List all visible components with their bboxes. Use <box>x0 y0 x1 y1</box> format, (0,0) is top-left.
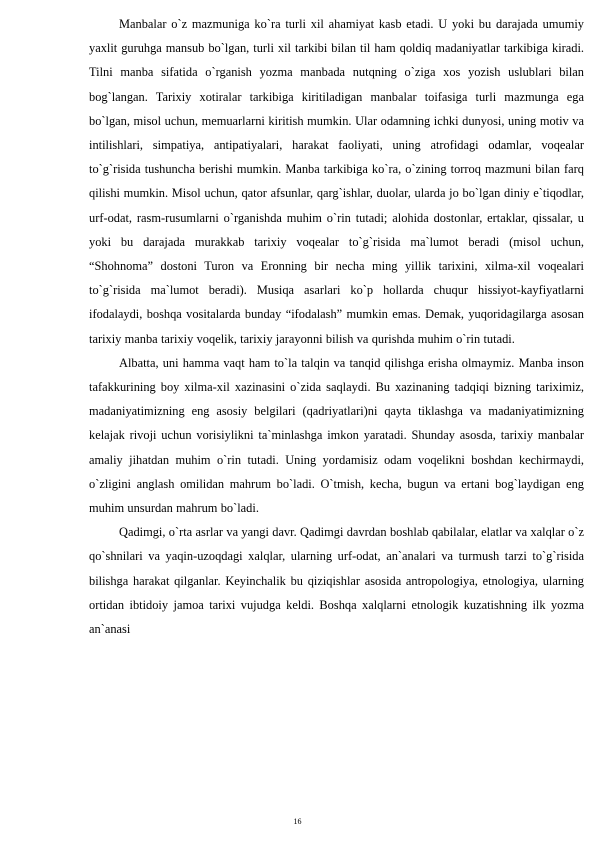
page-number: 16 <box>293 817 302 826</box>
paragraph-1: Manbalar o`z mazmuniga ko`ra turli xil ahamiyat kasb etadi. U yoki bu darajada umumiy yaxlit guruhga mansub bo`lgan, turli xil tarkibi bilan til ham qoldiq madaniyatlar tarkibiga kiradi. Tilni manba sifatida o`rganish yozma manbada nutqning o`ziga xos yozish uslublari bilan bog`langan. Tarixiy xotiralar tarkibiga kiritiladigan manbalar toifasiga turli mazmunga ega bo`lgan, misol uchun, memuarlarni kiritish mumkin. Ular odamning ichki dunyosi, uning motiv va intilishlari, simpatiya, antipatiyalari, harakat faoliyati, uning atrofidagi odamlar, voqealar to`g`risida tushuncha berishi mumkin. Manba tarkibiga ko`ra, o`zining torroq mazmuni bilan farq qilishi mumkin. Misol uchun, qator afsunlar, qarg`ishlar, duolar, ularda jo bo`lgan diniy e`tiqodlar, urf-odat, rasm-rusumlarni o`rganishda muhim o`rin tutadi; alohida dostonlar, ertaklar, qissalar, u yoki bu darajada murakkab tarixiy voqealar to`g`risida ma`lumot beradi (misol uchun, “Shohnoma” dostoni Turon va Eronning bir necha ming yillik tarixini, xilma-xil voqealari to`g`risida ma`lumot beradi). Musiqa asarlari ko`p hollarda chuqur hissiyot-kayfiyatlarni ifodalaydi, boshqa vositalarda bunday “ifodalash” mumkin emas. Demak, yuqoridagilarga asosan tarixiy manba tarixiy voqelik, tarixiy jarayonni bilish va qurishda muhim o`rin tutadi. <box>89 17 584 346</box>
body-text <box>89 12 584 641</box>
paragraph-3: Qadimgi, o`rta asrlar va yangi davr. Qadimgi davrdan boshlab qabilalar, elatlar va xalqlar o`z qo`shnilari va yaqin-uzoqdagi xalqlar, ularning urf-odat, an`analari va turmush tarzi to`g`risida bilishga harakat qilganlar. Keyinchalik bu qiziqishlar asosida antropologiya, etnologiya, ularning ortidan ibtidoiy jamoa tarixi vujudga keldi. Boshqa xalqlarni etnologik kuzatishning ilk yozma an`anasi <box>89 525 584 637</box>
paragraph-2: Albatta, uni hamma vaqt ham to`la talqin va tanqid qilishga erisha olmaymiz. Manba inson tafakkurining boy xilma-xil xazinasini o`zida saqlaydi. Bu xazinaning tadqiqi bizning tariximiz, madaniyatimizning eng asosiy belgilari (qadriyatlari)ni qayta tiklashga va madaniyatimizning kelajak rivoji uchun vorisiylikni ta`minlashga imkon yaratadi. Shunday asosda, tarixiy manbalar amaliy jihatdan muhim o`rin tutadi. Uning yordamisiz odam voqelikni boshdan kechirmaydi, o`zligini anglash omilidan mahrum bo`ladi. O`tmish, kecha, bugun va ertani bog`laydigan eng muhim unsurdan mahrum bo`ladi. <box>89 355 584 516</box>
